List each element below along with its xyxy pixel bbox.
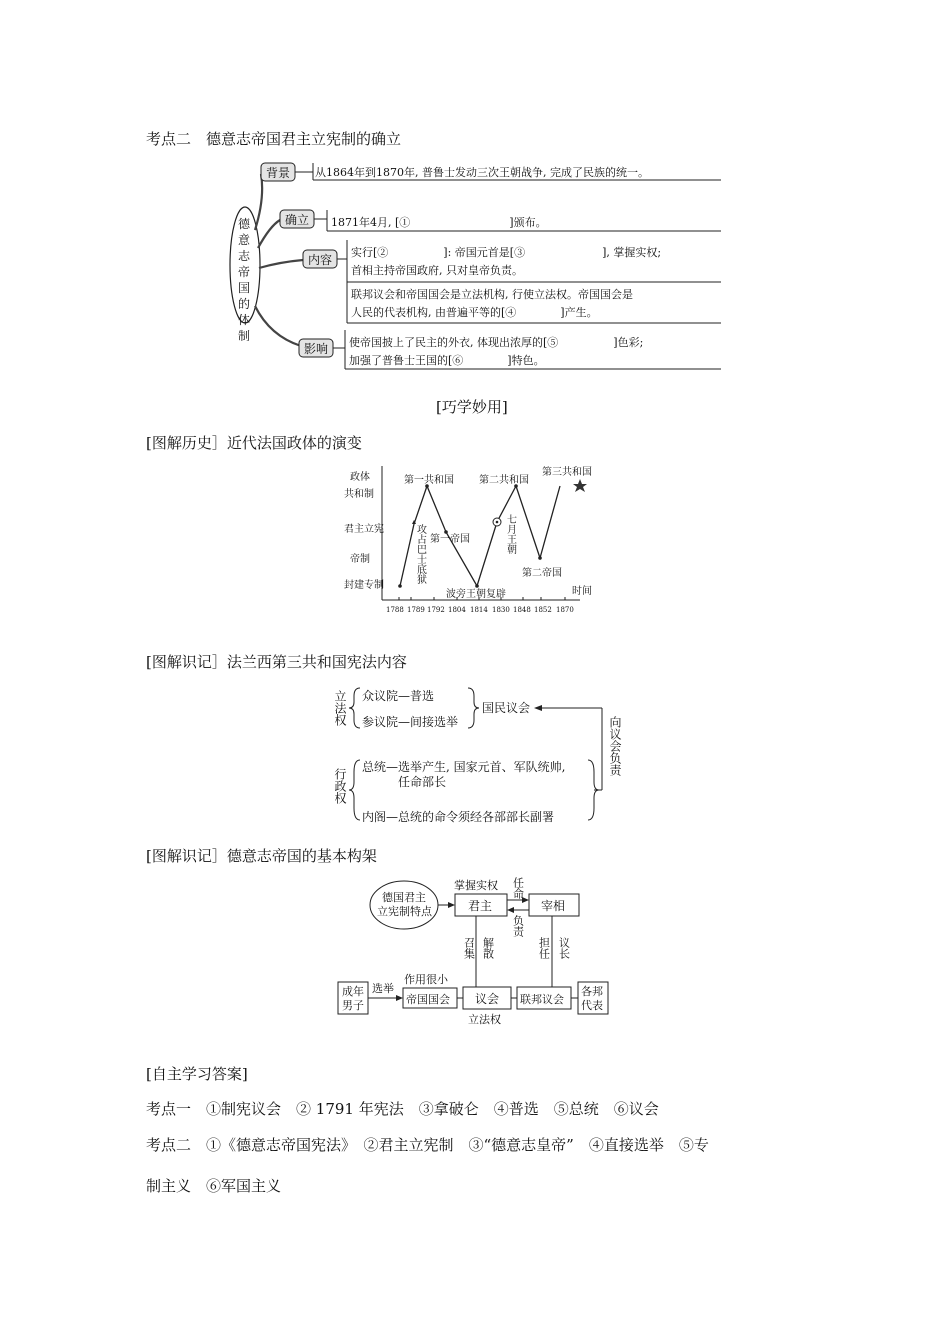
delegates-text-2: 代表	[581, 999, 603, 1012]
label-july-monarchy: 七月王朝	[504, 514, 516, 554]
x-tick-1789: 1789	[407, 606, 425, 614]
label-bastille: 攻占巴士底狱	[414, 524, 426, 584]
content-line-4: 人民的代表机构, 由普遍平等的[④ ]产生。	[351, 306, 598, 319]
tips-title: [巧学妙用]	[436, 398, 508, 416]
x-tick-1814: 1814	[470, 606, 488, 614]
constitution-diagram	[332, 682, 632, 827]
label-first-republic: 第一共和国	[404, 475, 454, 486]
executive-label: 行政权	[333, 768, 347, 804]
adult-text-2: 男子	[342, 999, 364, 1012]
svg-text:国: 国	[238, 281, 251, 295]
x-axis-title: 时间	[572, 586, 592, 597]
star-icon	[573, 479, 587, 492]
content-label: 内容	[308, 253, 333, 267]
svg-text:德: 德	[238, 217, 251, 231]
answers-heading: [自主学习答案]	[146, 1065, 248, 1083]
appoint-text: 任命	[511, 877, 525, 899]
convene-text: 召集	[462, 937, 476, 959]
x-tick-1792: 1792	[427, 606, 445, 614]
germany-structure-diagram	[336, 875, 612, 1027]
influence-line-2: 加强了普鲁士王国的[⑥ ]特色。	[349, 354, 545, 367]
responsible-text-2: 负责	[511, 915, 525, 937]
france-heading: [图解历史］近代法国政体的演变	[146, 434, 362, 452]
establish-text: 1871年4月, [① ]颁布。	[331, 216, 547, 229]
x-tick-1852: 1852	[534, 606, 552, 614]
delegates-text-1: 各邦	[581, 985, 603, 998]
bundesrat-box: 联邦议会	[520, 993, 564, 1006]
establish-label: 确立	[285, 213, 310, 227]
little-effect-text: 作用很小	[404, 973, 448, 986]
section-title: 考点二 德意志帝国君主立宪制的确立	[146, 130, 402, 148]
x-tick-1830: 1830	[492, 606, 510, 614]
content-line-1: 实行[② ]: 帝国元首是[③ ], 掌握实权;	[351, 246, 662, 259]
svg-text:意: 意	[238, 233, 251, 247]
elect-text: 选举	[372, 982, 394, 995]
label-restoration: 波旁王朝复辟	[446, 589, 506, 600]
power-text: 掌握实权	[454, 879, 498, 892]
legislative-label: 立法权	[333, 690, 347, 726]
mindmap-diagram	[225, 158, 725, 374]
label-second-republic: 第二共和国	[479, 475, 529, 486]
president-line-2: 任命部长	[398, 775, 447, 789]
label-first-empire: 第一帝国	[430, 534, 470, 545]
parliament-box: 议会	[475, 992, 500, 1006]
label-third-republic: 第三共和国	[542, 467, 592, 478]
senate-text: 参议院—间接选举	[362, 715, 459, 729]
assembly-text: 国民议会	[482, 701, 531, 715]
y-axis-title: 政体	[350, 472, 370, 483]
svg-text:制: 制	[238, 329, 251, 343]
chair-text: 议长	[557, 937, 571, 959]
y-label-republic: 共和制	[344, 489, 374, 500]
content-line-2: 首相主持帝国政府, 只对皇帝负责。	[351, 264, 523, 277]
answers-line-3: 制主义 ⑥军国主义	[146, 1177, 282, 1195]
germany-heading: [图解识记］德意志帝国的基本构架	[146, 847, 377, 865]
influence-line-1: 使帝国披上了民主的外衣, 体现出浓厚的[⑤ ]色彩;	[349, 336, 644, 349]
constitution-heading: [图解识记］法兰西第三共和国宪法内容	[146, 653, 407, 671]
background-text: 从1864年到1870年, 普鲁士发动三次王朝战争, 完成了民族的统一。	[315, 166, 649, 179]
answers-line-1: 考点一 ①制宪议会 ② 1791 年宪法 ③拿破仑 ④普选 ⑤总统 ⑥议会	[146, 1100, 659, 1118]
feature-text-1: 德国君主	[382, 891, 426, 904]
label-second-empire: 第二帝国	[522, 568, 562, 579]
content-line-3: 联邦议会和帝国国会是立法机构, 行使立法权。帝国国会是	[351, 288, 633, 301]
answers-line-2: 考点二 ①《德意志帝国宪法》 ②君主立宪制 ③“德意志皇帝” ④直接选举 ⑤专	[146, 1136, 709, 1154]
y-label-empire: 帝制	[350, 554, 370, 565]
background-label: 背景	[266, 166, 291, 180]
chamber-text: 众议院—普选	[362, 689, 435, 703]
chancellor-box: 宰相	[541, 899, 566, 913]
reichstag-box: 帝国国会	[406, 993, 450, 1006]
svg-text:的: 的	[238, 297, 251, 311]
svg-text:帝: 帝	[238, 265, 251, 279]
monarch-box: 君主	[468, 899, 493, 913]
president-line-1: 总统—选举产生, 国家元首、军队统帅,	[362, 760, 566, 774]
x-tick-1848: 1848	[513, 606, 531, 614]
dissolve-text: 解散	[481, 937, 495, 959]
svg-text:志: 志	[238, 249, 251, 263]
cabinet-text: 内阁—总统的命令须经各部部长副署	[362, 810, 555, 824]
y-label-const-monarchy: 君主立宪	[344, 524, 384, 535]
influence-label: 影响	[304, 342, 329, 356]
france-evolution-chart	[340, 462, 610, 620]
svg-text:体: 体	[238, 313, 251, 327]
x-tick-1804: 1804	[448, 606, 466, 614]
x-tick-1788: 1788	[386, 606, 404, 614]
serve-text: 担任	[537, 937, 551, 959]
legis-text: 立法权	[468, 1013, 501, 1026]
y-label-feudal: 封建专制	[344, 580, 384, 591]
x-tick-1870: 1870	[556, 606, 574, 614]
feature-text-2: 立宪制特点	[377, 905, 432, 918]
adult-text-1: 成年	[342, 985, 364, 998]
responsible-text: 向议会负责	[608, 716, 622, 776]
